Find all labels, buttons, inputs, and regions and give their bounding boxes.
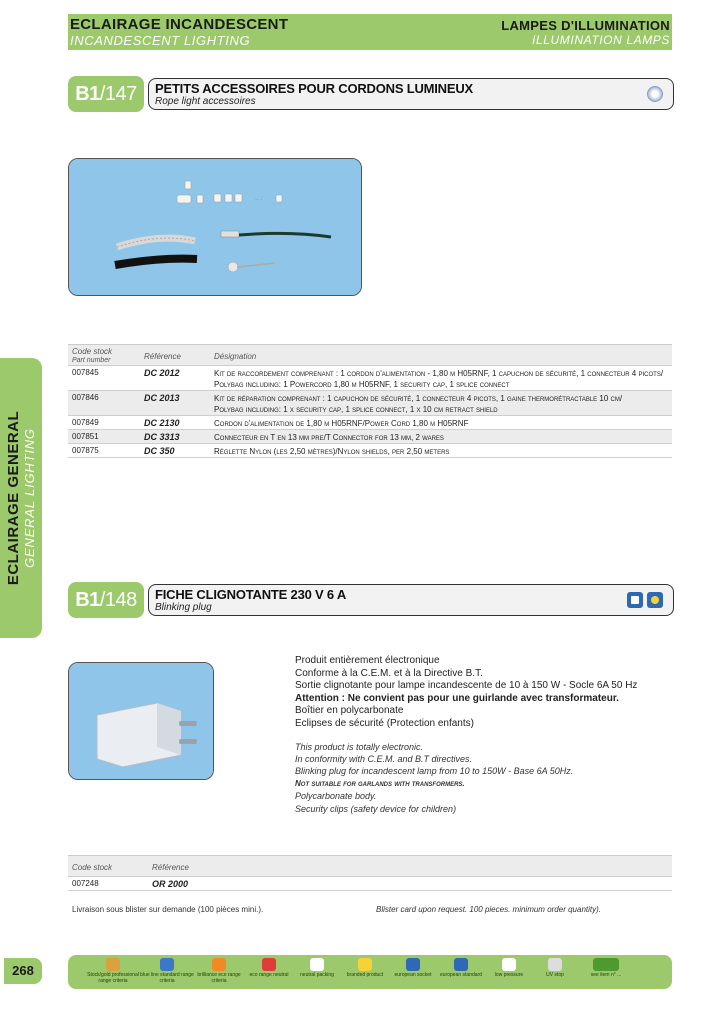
- table-row: 007851 DC 3313 Connecteur en T en 13 mm pre/T Connector for 13 mm, 2 wares: [68, 430, 672, 444]
- header-family-en: ILLUMINATION LAMPS: [532, 33, 670, 47]
- description-fr: Produit entièrement électronique Conforme à la C.E.M. et à la Directive B.T. Sortie clignotante pour lampe incandescente de 10 à 150 W - Socle 6A 50 Hz Attention : Ne convient pas pour une guirlande avec transformateur. Boîtier en polycarbonate Eclipses de sécurité (Protection enfants): [295, 655, 638, 729]
- page-number: 268: [4, 958, 42, 984]
- section-148-table: [68, 855, 672, 891]
- section-147-table: [68, 344, 672, 458]
- delivery-note-en: Blister card upon request. 100 pieces. minimum order quantity).: [376, 905, 601, 914]
- table-row: 007875 DC 350 Réglette Nylon (les 2,50 mètres)/Nylon shields, per 2,50 meters: [68, 444, 672, 458]
- table-row: 007846 DC 2013 Kit de réparation comprenant : 1 capuchon de sécurité, 1 connecteur 4 picots, 1 gaine thermorétractable 10 cm/ Polybag including: 1 x security cap, 1 splice connect, 1 x 10 cm retract shield: [68, 391, 672, 416]
- section-147-header: [68, 76, 674, 112]
- side-tab-subtitle: GENERAL LIGHTING: [22, 428, 37, 568]
- side-category-tab: [0, 358, 42, 638]
- european-standard-icon: [454, 958, 468, 971]
- section-148-description: [295, 655, 685, 815]
- section-147-code: B1/147: [68, 76, 144, 112]
- branded-product-icon: [358, 958, 372, 971]
- bulb-icon: [647, 86, 663, 102]
- section-148-title-bar: [148, 584, 674, 616]
- description-en: This product is totally electronic. In conformity with C.E.M. and B.T directives. Blinking plug for incandescent lamp from 10 to 150W - Base 6A 50Hz. Not suitable for garlands with transformers. Polycarbonate body. Security clips (safety device for children): [295, 741, 574, 814]
- table-row: 007849 DC 2130 Cordon d'alimentation de 1,80 m H05RNF/Power Cord 1,80 m H05RNF: [68, 416, 672, 430]
- accessories-photo: [68, 158, 362, 296]
- neutral-packing-icon: [310, 958, 324, 971]
- table-row: 007845 DC 2012 Kit de raccordement comprenant : 1 cordon d'alimentation - 1,80 m H05RNF, 1 capuchon de sécurité, 1 connecteur 4 picots/ Polybag including: 1 Powercord 1,80 m H05RNF, 1 security cap, 1 splice connect: [68, 366, 672, 391]
- header-category-en: INCANDESCENT LIGHTING: [70, 33, 251, 48]
- section-148-subtitle: Blinking plug: [155, 602, 212, 613]
- section-147-subtitle: Rope light accessoires: [155, 96, 256, 107]
- table-header: Code stock Référence: [68, 855, 672, 877]
- european-socket-icon: [406, 958, 420, 971]
- blinking-plug-photo: [68, 662, 214, 780]
- branded-product-icon: [647, 592, 663, 608]
- section-148-code: B1/148: [68, 582, 144, 618]
- page-header: [68, 14, 672, 50]
- table-header: Code stock Part number Référence Désignation: [68, 344, 672, 366]
- see-item-icon: [593, 958, 619, 971]
- header-category-fr: ECLAIRAGE INCANDESCENT: [70, 16, 289, 33]
- table-row: 007248 OR 2000: [68, 877, 672, 891]
- section-147-title-bar: [148, 78, 674, 110]
- brilliance-icon: [212, 958, 226, 971]
- side-tab-title: ECLAIRAGE GENERAL: [5, 410, 22, 586]
- uv-stop-icon: [548, 958, 562, 971]
- header-family-fr: LAMPES D'ILLUMINATION: [501, 18, 670, 33]
- low-pressure-icon: [502, 958, 516, 971]
- section-147-title: PETITS ACCESSOIRES POUR CORDONS LUMINEUX: [155, 81, 473, 96]
- delivery-note-fr: Livraison sous blister sur demande (100 pièces mini.).: [72, 905, 264, 914]
- section-148-header: [68, 582, 674, 618]
- legend-bar: Stock/gold professional range criteria blue line standard range criteria brilliance eco range criteria eco range neutral neutral packing branded product european socket european standard low pressure UV stop see item n° ...: [68, 955, 672, 989]
- blue-line-icon: [160, 958, 174, 971]
- european-socket-icon: [627, 592, 643, 608]
- eco-range-icon: [262, 958, 276, 971]
- svg-text:·· ·: ·· ·: [255, 197, 263, 203]
- gold-stock-icon: [106, 958, 120, 971]
- section-148-title: FICHE CLIGNOTANTE 230 V 6 A: [155, 587, 347, 602]
